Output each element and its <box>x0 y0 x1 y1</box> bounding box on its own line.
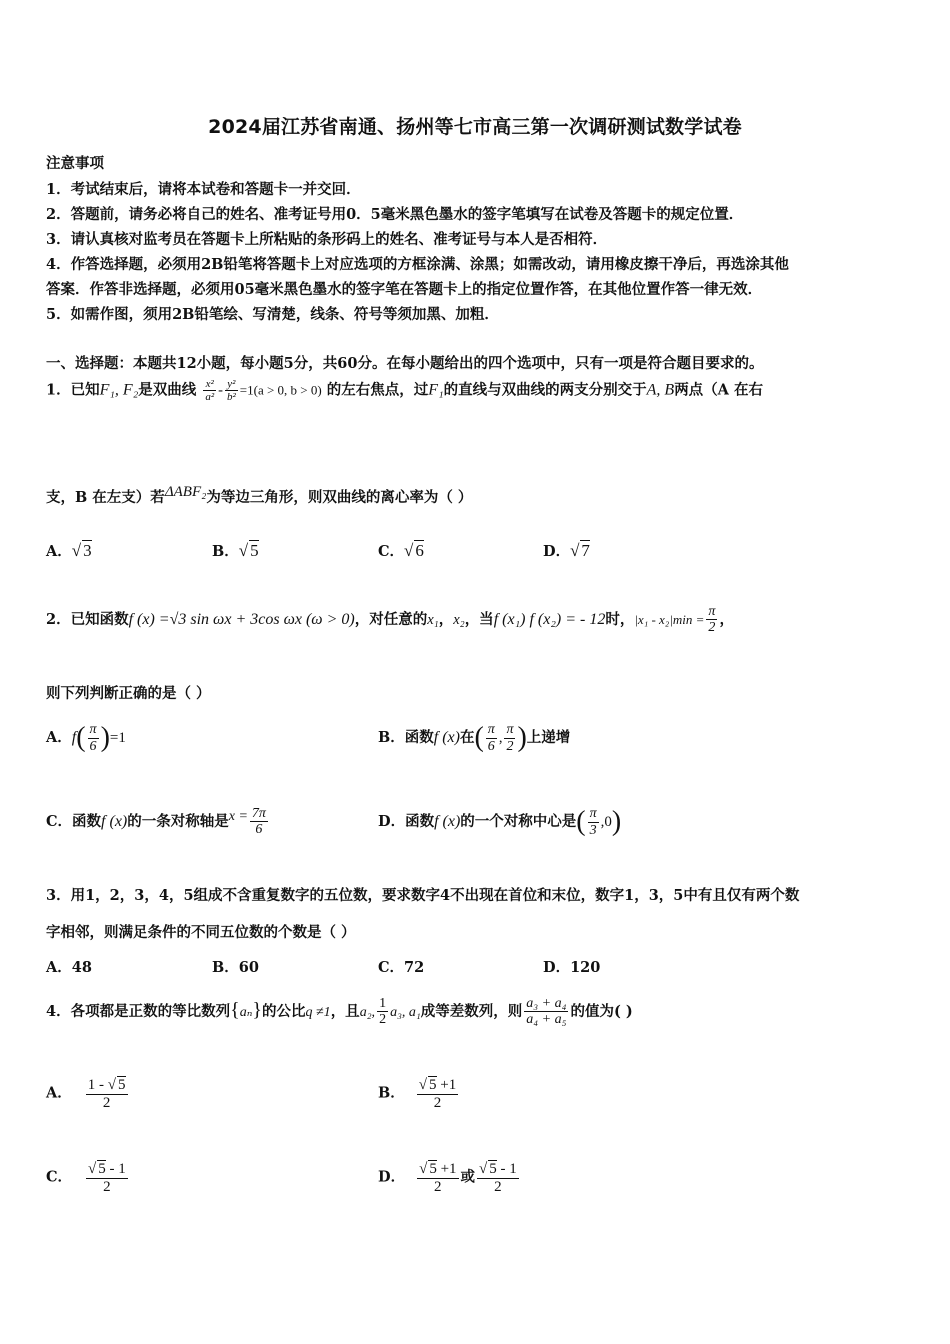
question-1-line-2: 支，B 在左支）若ΔABF₂为等边三角形，则双曲线的离心率为（ ） <box>46 484 473 506</box>
question-2-line-1: 2．已知函数f (x) =√3 sin ωx + 3cos ωx (ω > 0)，对任意的x₁，x₂，当f (x₁) f (x₂) = - 12时，|x₁ - x₂|min = $\frac{\pi}{2}$ ， <box>46 604 734 636</box>
section-heading: 一、选择题：本题共12小题，每小题5分，共60分。在每小题给出的四个选项中，只有一项是符合题目要求的。 <box>46 355 764 372</box>
q4-option-d[interactable]: D． $\frac{√ 5 +1}{2}$ 或 $\frac{√ 5 - 1}{2}$ <box>378 1161 517 1195</box>
q2-option-a[interactable]: A．f( $\frac{\pi}{6}$ )=1 <box>46 722 126 754</box>
question-2-line-2: 则下列判断正确的是（ ） <box>46 685 211 702</box>
notice-item: 答案．作答非选择题，必须用05毫米黑色墨水的签字笔在答题卡上的指定位置作答，在其他位置作答一律无效． <box>46 281 763 298</box>
question-3-line-2: 字相邻，则满足条件的不同五位数的个数是（ ） <box>46 924 356 941</box>
q2-option-b[interactable]: B．函数f (x)在( $\frac{\pi}{6}$ , $\frac{\pi}{2}$ )上递增 <box>378 722 571 754</box>
q1-option-b[interactable]: B．√ 5 <box>212 541 259 560</box>
q3-option-d[interactable]: D．120 <box>543 959 601 976</box>
q4-option-c[interactable]: C． $\frac{√ 5 - 1}{2}$ <box>46 1161 126 1195</box>
q1-option-c[interactable]: C．√ 6 <box>378 541 424 560</box>
q2-option-d[interactable]: D．函数f (x)的一个对称中心是( $\frac{\pi}{3}$ ,0) <box>378 806 622 838</box>
q4-option-b[interactable]: B． $\frac{√ 5 +1}{2}$ <box>378 1077 457 1111</box>
q3-option-b[interactable]: B．60 <box>212 959 259 976</box>
foci: F₁, F₂ <box>99 381 139 399</box>
hyperbola-x-term: $\frac{\text{x²}}{\text{a²}}$ <box>205 378 215 404</box>
notice-heading: 注意事项 <box>46 155 104 172</box>
q3-option-c[interactable]: C．72 <box>378 959 425 976</box>
question-3-line-1: 3．用1，2，3，4，5组成不含重复数字的五位数，要求数字4不出现在首位和末位，数字1，3，5中有且仅有两个数 <box>46 887 800 904</box>
question-1-line-1: 1．已知F₁, F₂是双曲线 $\frac{\text{x²}}{\text{a²}}$ - $\frac{\text{y²}}{\text{b²}}$ =1(a > 0, b > 0) 的左右焦点，过F₁的直线与双曲线的两支分别交于A, B两点（A 在右 <box>46 378 763 404</box>
q4-option-a[interactable]: A． $\frac{1 - √ 5}{2}$ <box>46 1077 126 1111</box>
notice-item: 1．考试结束后，请将本试卷和答题卡一并交回． <box>46 181 361 198</box>
q2-option-c[interactable]: C．函数f (x)的一条对称轴是x = $\frac{7\pi}{6}$ <box>46 806 266 838</box>
question-4-line-1: 4．各项都是正数的等比数列{aₙ}的公比q ≠1，且a₂, $\frac{1}{2}$ a₃, a₁成等差数列，则 $\frac{\text{a₃ + a₄}}{\text{a₄ + a₅}}$ 的值为( ) <box>46 996 633 1028</box>
exam-title: 2024届江苏省南通、扬州等七市高三第一次调研测试数学试卷 <box>208 116 742 138</box>
notice-item: 2．答题前，请务必将自己的姓名、准考证号用0．5毫米黑色墨水的签字笔填写在试卷及答题卡的规定位置． <box>46 206 744 223</box>
notice-item: 3．请认真核对监考员在答题卡上所粘贴的条形码上的姓名、准考证号与本人是否相符． <box>46 231 608 248</box>
notice-item: 4．作答选择题，必须用2B铅笔将答题卡上对应选项的方框涂满、涂黑；如需改动，请用橡皮擦干净后，再选涂其他 <box>46 256 789 273</box>
q1-option-d[interactable]: D．√ 7 <box>543 541 590 560</box>
hyperbola-y-term: $\frac{\text{y²}}{\text{b²}}$ <box>226 378 236 404</box>
q3-option-a[interactable]: A．48 <box>46 959 92 976</box>
notice-item: 5．如需作图，须用2B铅笔绘、写清楚，线条、符号等须加黑、加粗． <box>46 306 499 323</box>
q1-option-a[interactable]: A．√ 3 <box>46 541 92 560</box>
